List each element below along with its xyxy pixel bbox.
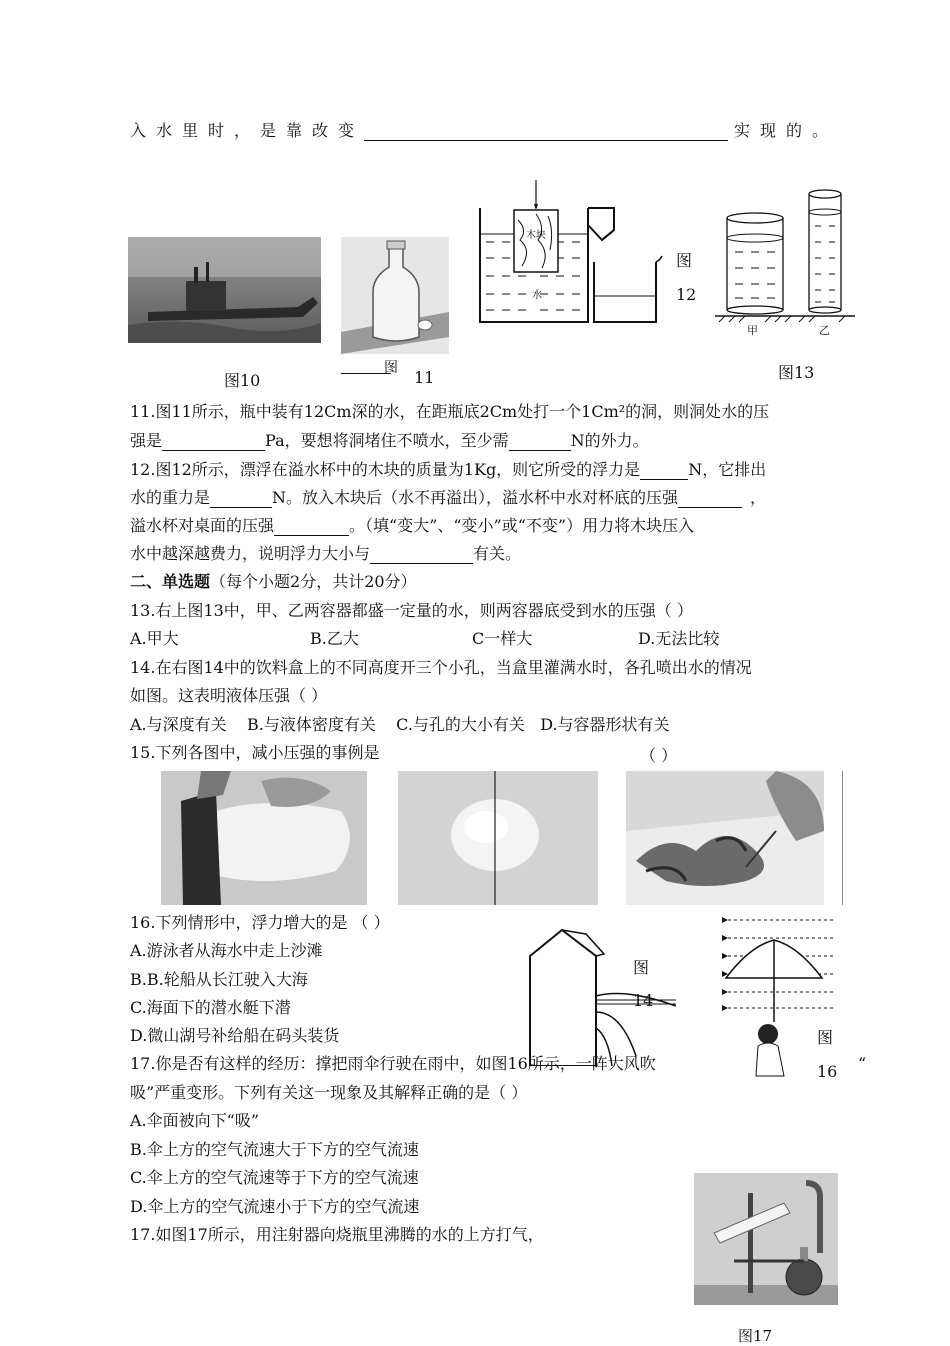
q12-line-4	[130, 544, 521, 564]
q17a-line-1: 17.你是否有这样的经历：撑把雨伞行驶在雨中，如图16所示，一阵大风吹	[130, 1054, 656, 1073]
answer-blank[interactable]	[678, 491, 742, 508]
q13-stem: 13.右上图13中，甲、乙两容器都盛一定量的水，则两容器底受到水的压强（ ）	[130, 601, 693, 620]
answer-blank[interactable]	[370, 547, 473, 564]
figure-12-label-a: 图	[676, 251, 693, 270]
q12-text-3b: 。（填“变大”、“变小”或“不变”）用力将木块压入	[349, 516, 695, 535]
q12-text-2c: ，	[750, 488, 767, 507]
q16-option-d: D.微山湖号补给船在码头装货	[130, 1026, 340, 1045]
q11-text-a: 强是	[130, 431, 163, 450]
answer-blank[interactable]	[509, 434, 571, 451]
figure-10-submarine-photo	[128, 237, 321, 343]
top-line-tail: 实现的。	[734, 121, 839, 140]
q11-line-2	[130, 431, 649, 451]
q12-line-1	[130, 460, 766, 480]
figure-16-label-a: 图	[817, 1028, 834, 1047]
q17a-option-b: B.伞上方的空气流速大于下方的空气流速	[130, 1140, 419, 1159]
q12-text-1a: 12.图12所示，漂浮在溢水杯中的木块的质量为1Kg，则它所受的浮力是	[130, 460, 641, 479]
figure-14-carton-diagram	[526, 926, 676, 1066]
q12-text-4a: 水中越深越费力，说明浮力大小与	[130, 544, 371, 563]
photo-edge	[842, 771, 843, 905]
section-2-note: （每个小题2分，共计20分）	[210, 572, 417, 591]
q15-photo-egg-thread	[398, 771, 598, 905]
q14-options: A.与深度有关 B.与液体密度有关 C.与孔的大小有关 D.与容器形状有关	[130, 715, 670, 734]
figure-10-caption: 图10	[224, 371, 261, 390]
figure-16-label-b: 16	[817, 1062, 838, 1081]
q12-text-2b: N。放入木块后（水不再溢出），溢水杯中水对杯底的压强	[272, 488, 679, 507]
q13-option-d: D.无法比较	[638, 629, 720, 648]
q17a-line-2: 吸”严重变形。下列有关这一现象及其解释正确的是（ ）	[130, 1083, 528, 1102]
answer-blank[interactable]	[640, 463, 688, 480]
figure-12-block-label: 木块	[526, 230, 546, 241]
section-2-heading	[130, 572, 417, 592]
figure-13-caption: 图13	[778, 363, 815, 382]
answer-blank[interactable]	[274, 519, 349, 536]
top-line-lead: 入水里时，是靠改变	[130, 121, 365, 140]
q15-stem: 15.下列各图中，减小压强的事例是	[130, 743, 380, 762]
figure-13-containers-diagram	[715, 186, 855, 336]
q13-options	[130, 629, 719, 649]
top-line	[130, 121, 838, 141]
q11-text-b: Pa，要想将洞堵住不喷水，至少需	[265, 431, 509, 450]
q11-text-c: N的外力。	[570, 431, 649, 450]
q12-text-4b: 有关。	[473, 544, 522, 563]
q13-option-b: B.乙大	[310, 629, 359, 648]
q13-option-c: C一样大	[472, 629, 533, 648]
q12-line-2	[130, 488, 766, 508]
q12-text-3a: 溢水杯对桌面的压强	[130, 516, 275, 535]
figure-12-overflow-cup-diagram	[476, 180, 666, 330]
q16-option-b: B.B.轮船从长江驶入大海	[130, 970, 308, 989]
q12-text-1b: N，它排出	[688, 460, 767, 479]
figure-14-label-b: 14	[633, 991, 654, 1010]
q17a-option-c: C.伞上方的空气流速等于下方的空气流速	[130, 1168, 419, 1187]
answer-blank[interactable]	[162, 434, 265, 451]
q17a-option-a: A.伞面被向下“吸”	[130, 1111, 260, 1130]
figure-12-label-b: 12	[676, 285, 697, 304]
figure-14-label-a: 图	[633, 958, 650, 977]
section-2-title: 二、单选题	[130, 572, 211, 591]
answer-blank[interactable]	[210, 491, 272, 508]
q13-option-a: A.甲大	[130, 629, 179, 648]
q16-option-c: C.海面下的潜水艇下潜	[130, 998, 291, 1017]
answer-blank[interactable]	[364, 124, 728, 141]
figure-13-left-label: 甲	[747, 324, 758, 337]
q17a-open-quote: “	[858, 1054, 867, 1073]
figure-11-caption-a: 图	[384, 360, 398, 376]
figure-16-umbrella-diagram	[712, 912, 840, 1082]
figure-12-water-label: 水	[532, 290, 542, 301]
q15-photo-embroidery	[626, 771, 824, 905]
q17b-stem: 17.如图17所示，用注射器向烧瓶里沸腾的水的上方打气，	[130, 1225, 544, 1244]
q16-option-a: A.游泳者从海水中走上沙滩	[130, 941, 323, 960]
q12-text-2a: 水的重力是	[130, 488, 211, 507]
q17a-option-d: D.伞上方的空气流速小于下方的空气流速	[130, 1197, 420, 1216]
q12-line-3	[130, 516, 694, 536]
figure-13-right-label: 乙	[819, 324, 830, 337]
figure-11-caption-b: 11	[414, 368, 435, 387]
q14-line-1: 14.在右图14中的饮料盒上的不同高度开三个小孔，当盒里灌满水时，各孔喷出水的情况	[130, 658, 752, 677]
figure-17-caption: 图17	[738, 1327, 773, 1345]
q14-line-2: 如图。这表明液体压强（ ）	[130, 686, 328, 705]
q11-line-1: 11.图11所示，瓶中装有12Cm深的水，在距瓶底2Cm处打一个1Cm²的洞，则洞处水的压	[130, 402, 770, 421]
figure-17-flask-photo	[694, 1173, 838, 1305]
figure-11-bottle-photo	[341, 237, 449, 354]
q15-photo-knife	[161, 771, 367, 905]
q16-stem: 16.下列情形中，浮力增大的是 （ ）	[130, 913, 390, 932]
q15-paren: （ ）	[640, 746, 678, 765]
